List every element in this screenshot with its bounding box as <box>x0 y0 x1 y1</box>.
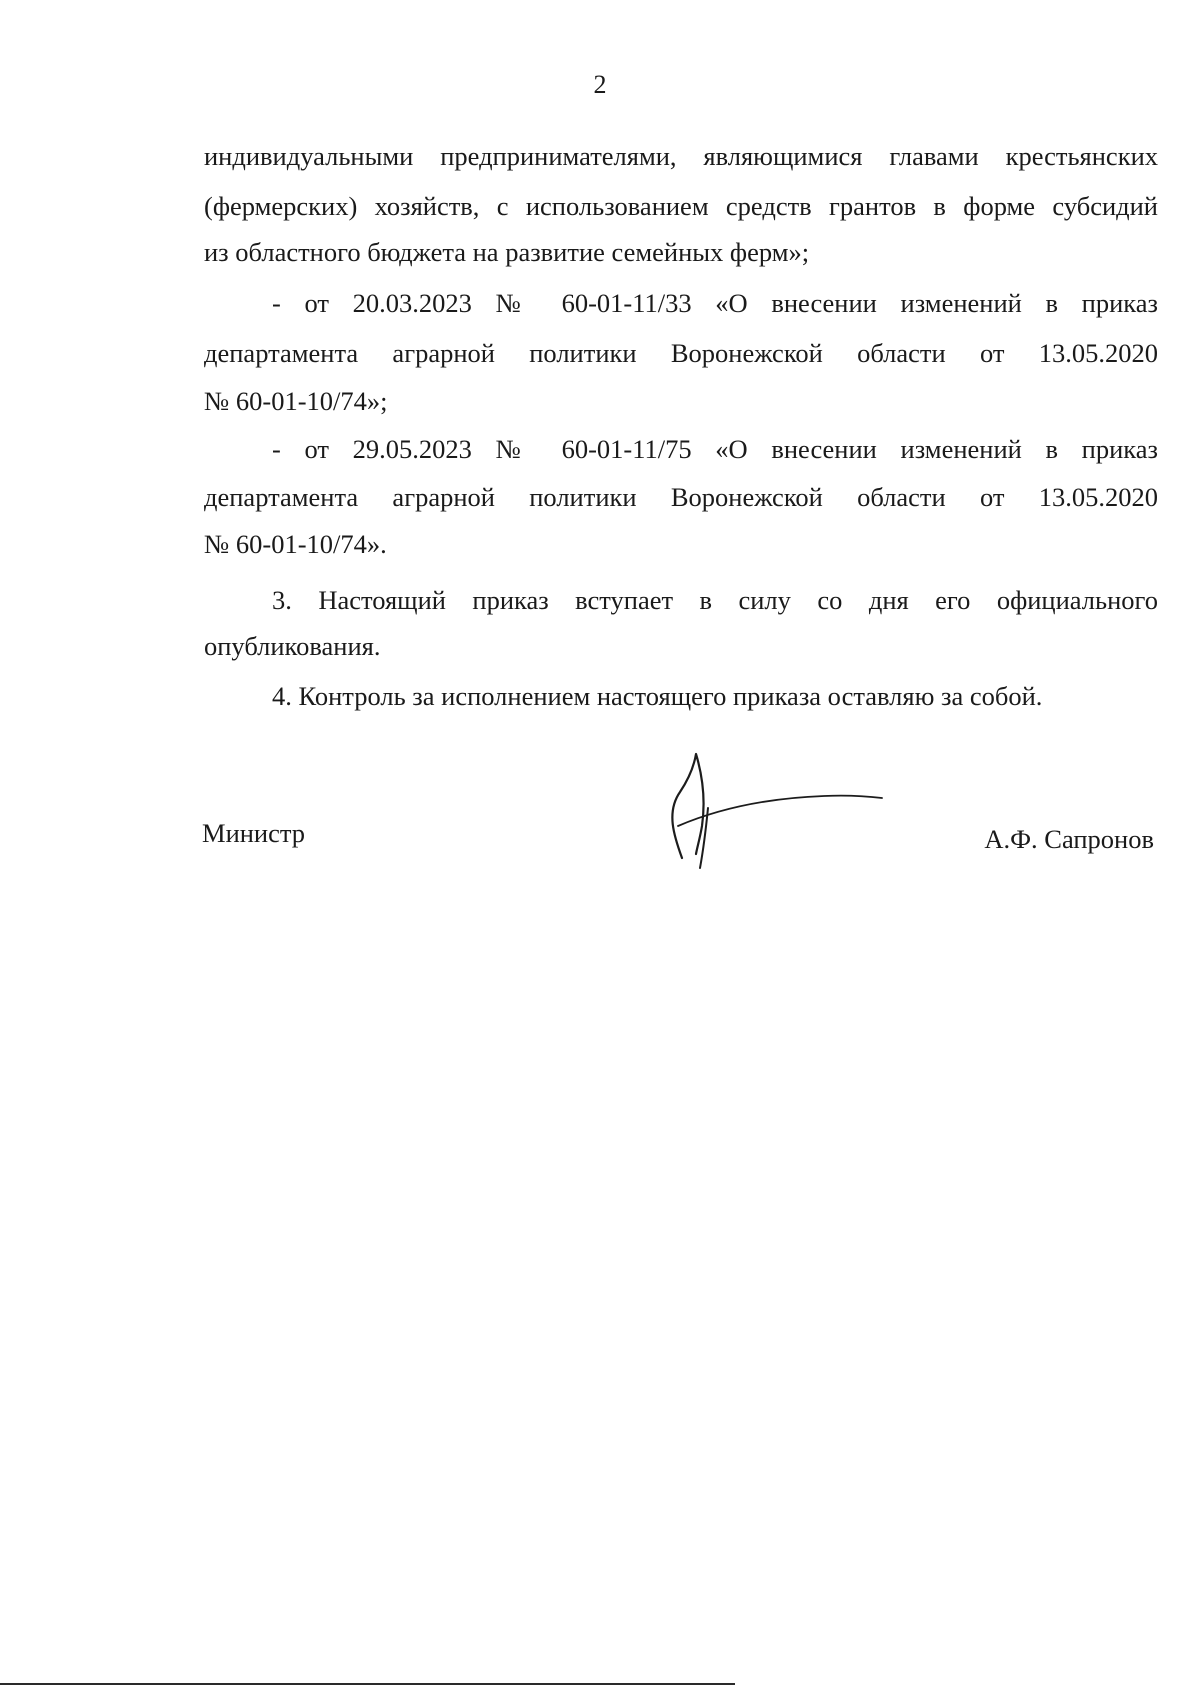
position-title: Министр <box>202 818 306 848</box>
list-item-line: № 60-01-10/74»; <box>204 386 388 416</box>
clause-line: 3. Настоящий приказ вступает в силу со дня его официального <box>272 585 1158 615</box>
page-number: 2 <box>593 70 607 99</box>
list-item-line: № 60-01-10/74». <box>204 529 387 559</box>
handwritten-signature <box>650 750 900 870</box>
list-item-line: департамента аграрной политики Воронежской области от 13.05.2020 <box>204 482 1158 512</box>
list-item-line: - от 29.05.2023 № 60-01-11/75 «О внесении изменений в приказ <box>272 434 1158 464</box>
clause-line: 4. Контроль за исполнением настоящего приказа оставляю за собой. <box>272 681 1043 711</box>
body-line: (фермерских) хозяйств, с использованием средств грантов в форме субсидий <box>204 191 1158 221</box>
clause-line: опубликования. <box>204 631 381 661</box>
body-line: индивидуальными предпринимателями, являющимися главами крестьянских <box>204 141 1158 171</box>
signatory-name: А.Ф. Сапронов <box>984 824 1154 854</box>
list-item-line: - от 20.03.2023 № 60-01-11/33 «О внесении изменений в приказ <box>272 288 1158 318</box>
page-bottom-divider <box>0 1683 735 1685</box>
list-item-line: департамента аграрной политики Воронежской области от 13.05.2020 <box>204 338 1158 368</box>
body-line: из областного бюджета на развитие семейных ферм»; <box>204 237 810 267</box>
